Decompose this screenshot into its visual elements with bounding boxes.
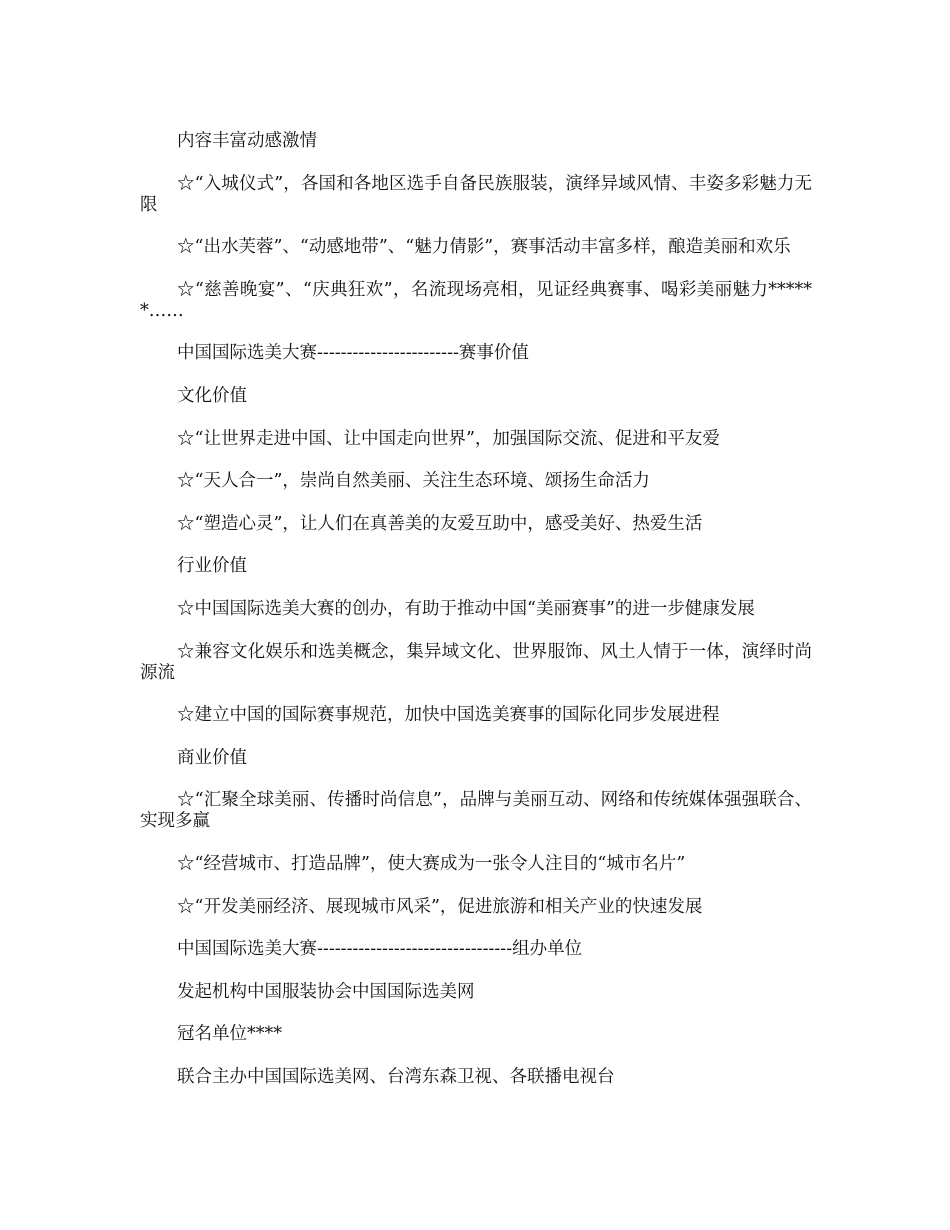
bullet-world-china: ☆“让世界走进中国、让中国走向世界”，加强国际交流、促进和平友爱 (177, 428, 720, 449)
document-body (140, 131, 812, 1109)
section-heading-content: 内容丰富动感激情 (177, 131, 317, 151)
bullet-harmony-nature: ☆“天人合一”，崇尚自然美丽、关注生态环境、颂扬生命活力 (177, 471, 650, 492)
subheading-cultural-value: 文化价值 (177, 385, 247, 406)
subheading-commercial-value: 商业价值 (177, 747, 247, 768)
section-heading-event-value: 中国国际选美大赛------------------------赛事价值 (177, 343, 529, 364)
bullet-events: ☆“出水芙蓉”、“动感地带”、“魅力倩影”，赛事活动丰富多样，酿造美丽和欢乐 (177, 237, 791, 258)
bullet-beauty-economy: ☆“开发美丽经济、展现城市风采”，促进旅游和相关产业的快速发展 (177, 896, 703, 917)
bullet-shape-soul: ☆“塑造心灵”，让人们在真善美的友爱互助中，感受美好、热爱生活 (177, 513, 703, 534)
bullet-founding: ☆中国国际选美大赛的创办，有助于推动中国“美丽赛事”的进一步健康发展 (177, 598, 755, 619)
organizer-title-sponsor: 冠名单位**** (177, 1024, 282, 1045)
organizer-initiator: 发起机构中国服装协会中国国际选美网 (177, 981, 475, 1002)
bullet-charity-gala: ☆“慈善晚宴”、“庆典狂欢”，名流现场亮相，见证经典赛事、喝彩美丽魅力******…… (140, 279, 812, 321)
bullet-global-beauty: ☆“汇聚全球美丽、传播时尚信息”，品牌与美丽互动、网络和传统媒体强强联合、实现多赢 (140, 790, 812, 832)
subheading-industry-value: 行业价值 (177, 556, 247, 577)
bullet-culture-entertainment: ☆兼容文化娱乐和选美概念，集异域文化、世界服饰、风土人情于一体，演绎时尚源流 (140, 641, 812, 683)
bullet-entry-parade: ☆“入城仪式”，各国和各地区选手自备民族服装，演绎异域风情、丰姿多彩魅力无限 (140, 173, 812, 215)
organizer-co-hosts: 联合主办中国国际选美网、台湾东森卫视、各联播电视台 (177, 1066, 615, 1087)
section-heading-organizers: 中国国际选美大赛---------------------------------组办单位 (177, 939, 583, 960)
bullet-city-brand: ☆“经营城市、打造品牌”，使大赛成为一张令人注目的“城市名片” (177, 853, 686, 874)
bullet-standards: ☆建立中国的国际赛事规范，加快中国选美赛事的国际化同步发展进程 (177, 705, 720, 726)
